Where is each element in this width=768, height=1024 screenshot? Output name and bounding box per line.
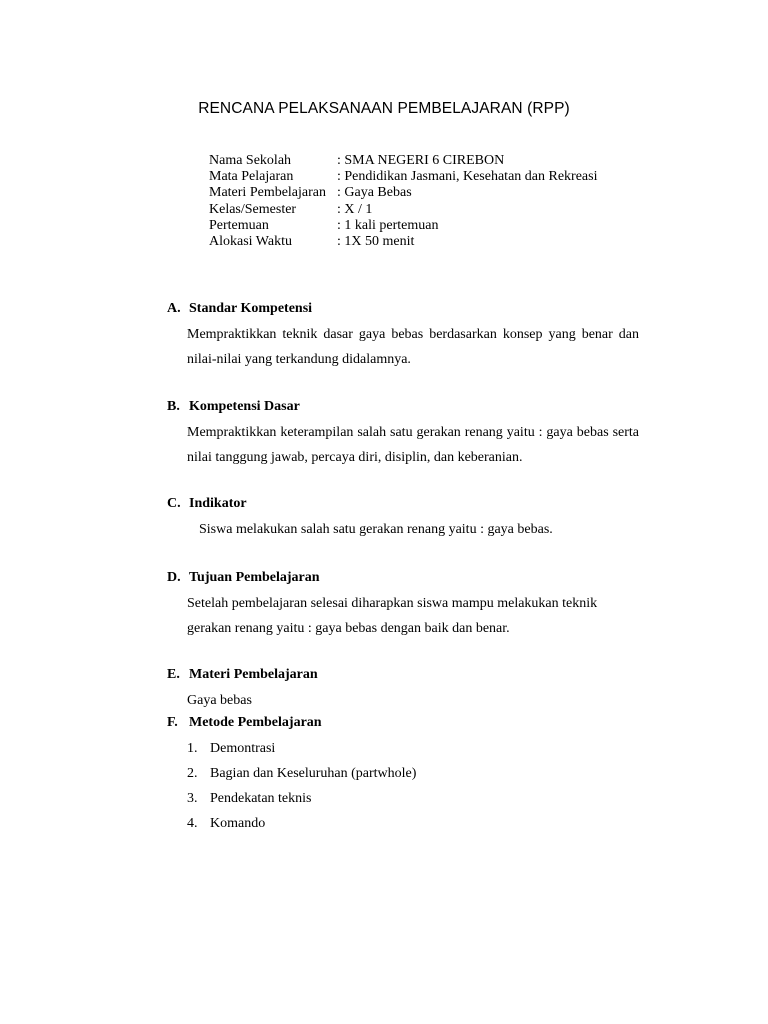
section-title: Indikator: [189, 496, 247, 511]
list-number: 3.: [187, 791, 198, 806]
section-letter: E.: [167, 667, 180, 682]
document-title: RENCANA PELAKSANAAN PEMBELAJARAN (RPP): [198, 100, 570, 117]
identity-label: Pertemuan: [209, 217, 269, 233]
section-indikator: [167, 495, 639, 542]
section-kompetensi-dasar: [167, 398, 639, 470]
identity-value: : 1X 50 menit: [337, 234, 415, 250]
section-text: Mempraktikkan teknik dasar gaya bebas berdasarkan konsep yang benar dan nilai-nilai yang terkandung didalamnya.: [187, 327, 639, 367]
list-number: 4.: [187, 816, 198, 831]
identity-value: : Pendidikan Jasmani, Kesehatan dan Rekreasi: [337, 169, 598, 185]
section-letter: C.: [167, 496, 181, 511]
list-text: Demontrasi: [210, 741, 276, 756]
identity-row-meeting: [209, 218, 597, 234]
list-text: Komando: [210, 816, 266, 831]
section-heading: [167, 495, 639, 513]
section-title: Kompetensi Dasar: [189, 399, 300, 414]
section-title: Tujuan Pembelajaran: [189, 570, 320, 585]
list-item: [187, 811, 639, 836]
section-tujuan-pembelajaran: [167, 569, 639, 641]
identity-value: : Gaya Bebas: [337, 185, 412, 201]
identity-label: Kelas/Semester: [209, 201, 297, 217]
identity-value: : SMA NEGERI 6 CIREBON: [337, 153, 505, 168]
list-number: 1.: [187, 741, 198, 756]
identity-row-time: [209, 234, 597, 250]
list-item: [187, 786, 639, 811]
identity-value: : 1 kali pertemuan: [337, 217, 439, 233]
section-standar-kompetensi: [167, 300, 639, 372]
section-heading: [167, 300, 639, 318]
list-text: Bagian dan Keseluruhan (partwhole): [210, 766, 417, 781]
section-letter: D.: [167, 570, 181, 585]
section-heading: [167, 666, 639, 684]
section-text: Mempraktikkan keterampilan salah satu gerakan renang yaitu : gaya bebas serta nilai tanggung jawab, percaya diri, disiplin, dan keberanian.: [187, 425, 639, 465]
list-number: 2.: [187, 766, 198, 781]
section-letter: F.: [167, 715, 178, 730]
section-heading: [167, 398, 639, 416]
section-metode-pembelajaran: [167, 714, 639, 836]
section-text: Siswa melakukan salah satu gerakan renang yaitu : gaya bebas.: [199, 522, 553, 537]
section-heading: [167, 714, 639, 732]
identity-row-material: [209, 185, 597, 201]
method-list: [167, 736, 639, 836]
identity-table: [209, 153, 597, 250]
section-title: Materi Pembelajaran: [189, 667, 318, 682]
identity-row-class: [209, 202, 597, 218]
section-title: Standar Kompetensi: [189, 301, 313, 316]
list-text: Pendekatan teknis: [210, 791, 312, 806]
identity-label: Alokasi Waktu: [209, 234, 292, 250]
section-text: Setelah pembelajaran selesai diharapkan siswa mampu melakukan teknik gerakan renang yaitu : gaya bebas dengan baik dan benar.: [187, 596, 598, 636]
section-text: Gaya bebas: [187, 693, 252, 708]
section-letter: A.: [167, 301, 181, 316]
section-letter: B.: [167, 399, 180, 414]
section-heading: [167, 569, 639, 587]
section-title: Metode Pembelajaran: [189, 715, 322, 730]
identity-label: Mata Pelajaran: [209, 169, 294, 185]
list-item: [187, 736, 639, 761]
identity-value: : X / 1: [337, 201, 373, 217]
identity-row-school: [209, 153, 597, 169]
section-materi-pembelajaran: [167, 666, 639, 713]
list-item: [187, 761, 639, 786]
identity-row-subject: [209, 169, 597, 185]
identity-label: Nama Sekolah: [209, 153, 292, 168]
identity-label: Materi Pembelajaran: [209, 185, 327, 201]
